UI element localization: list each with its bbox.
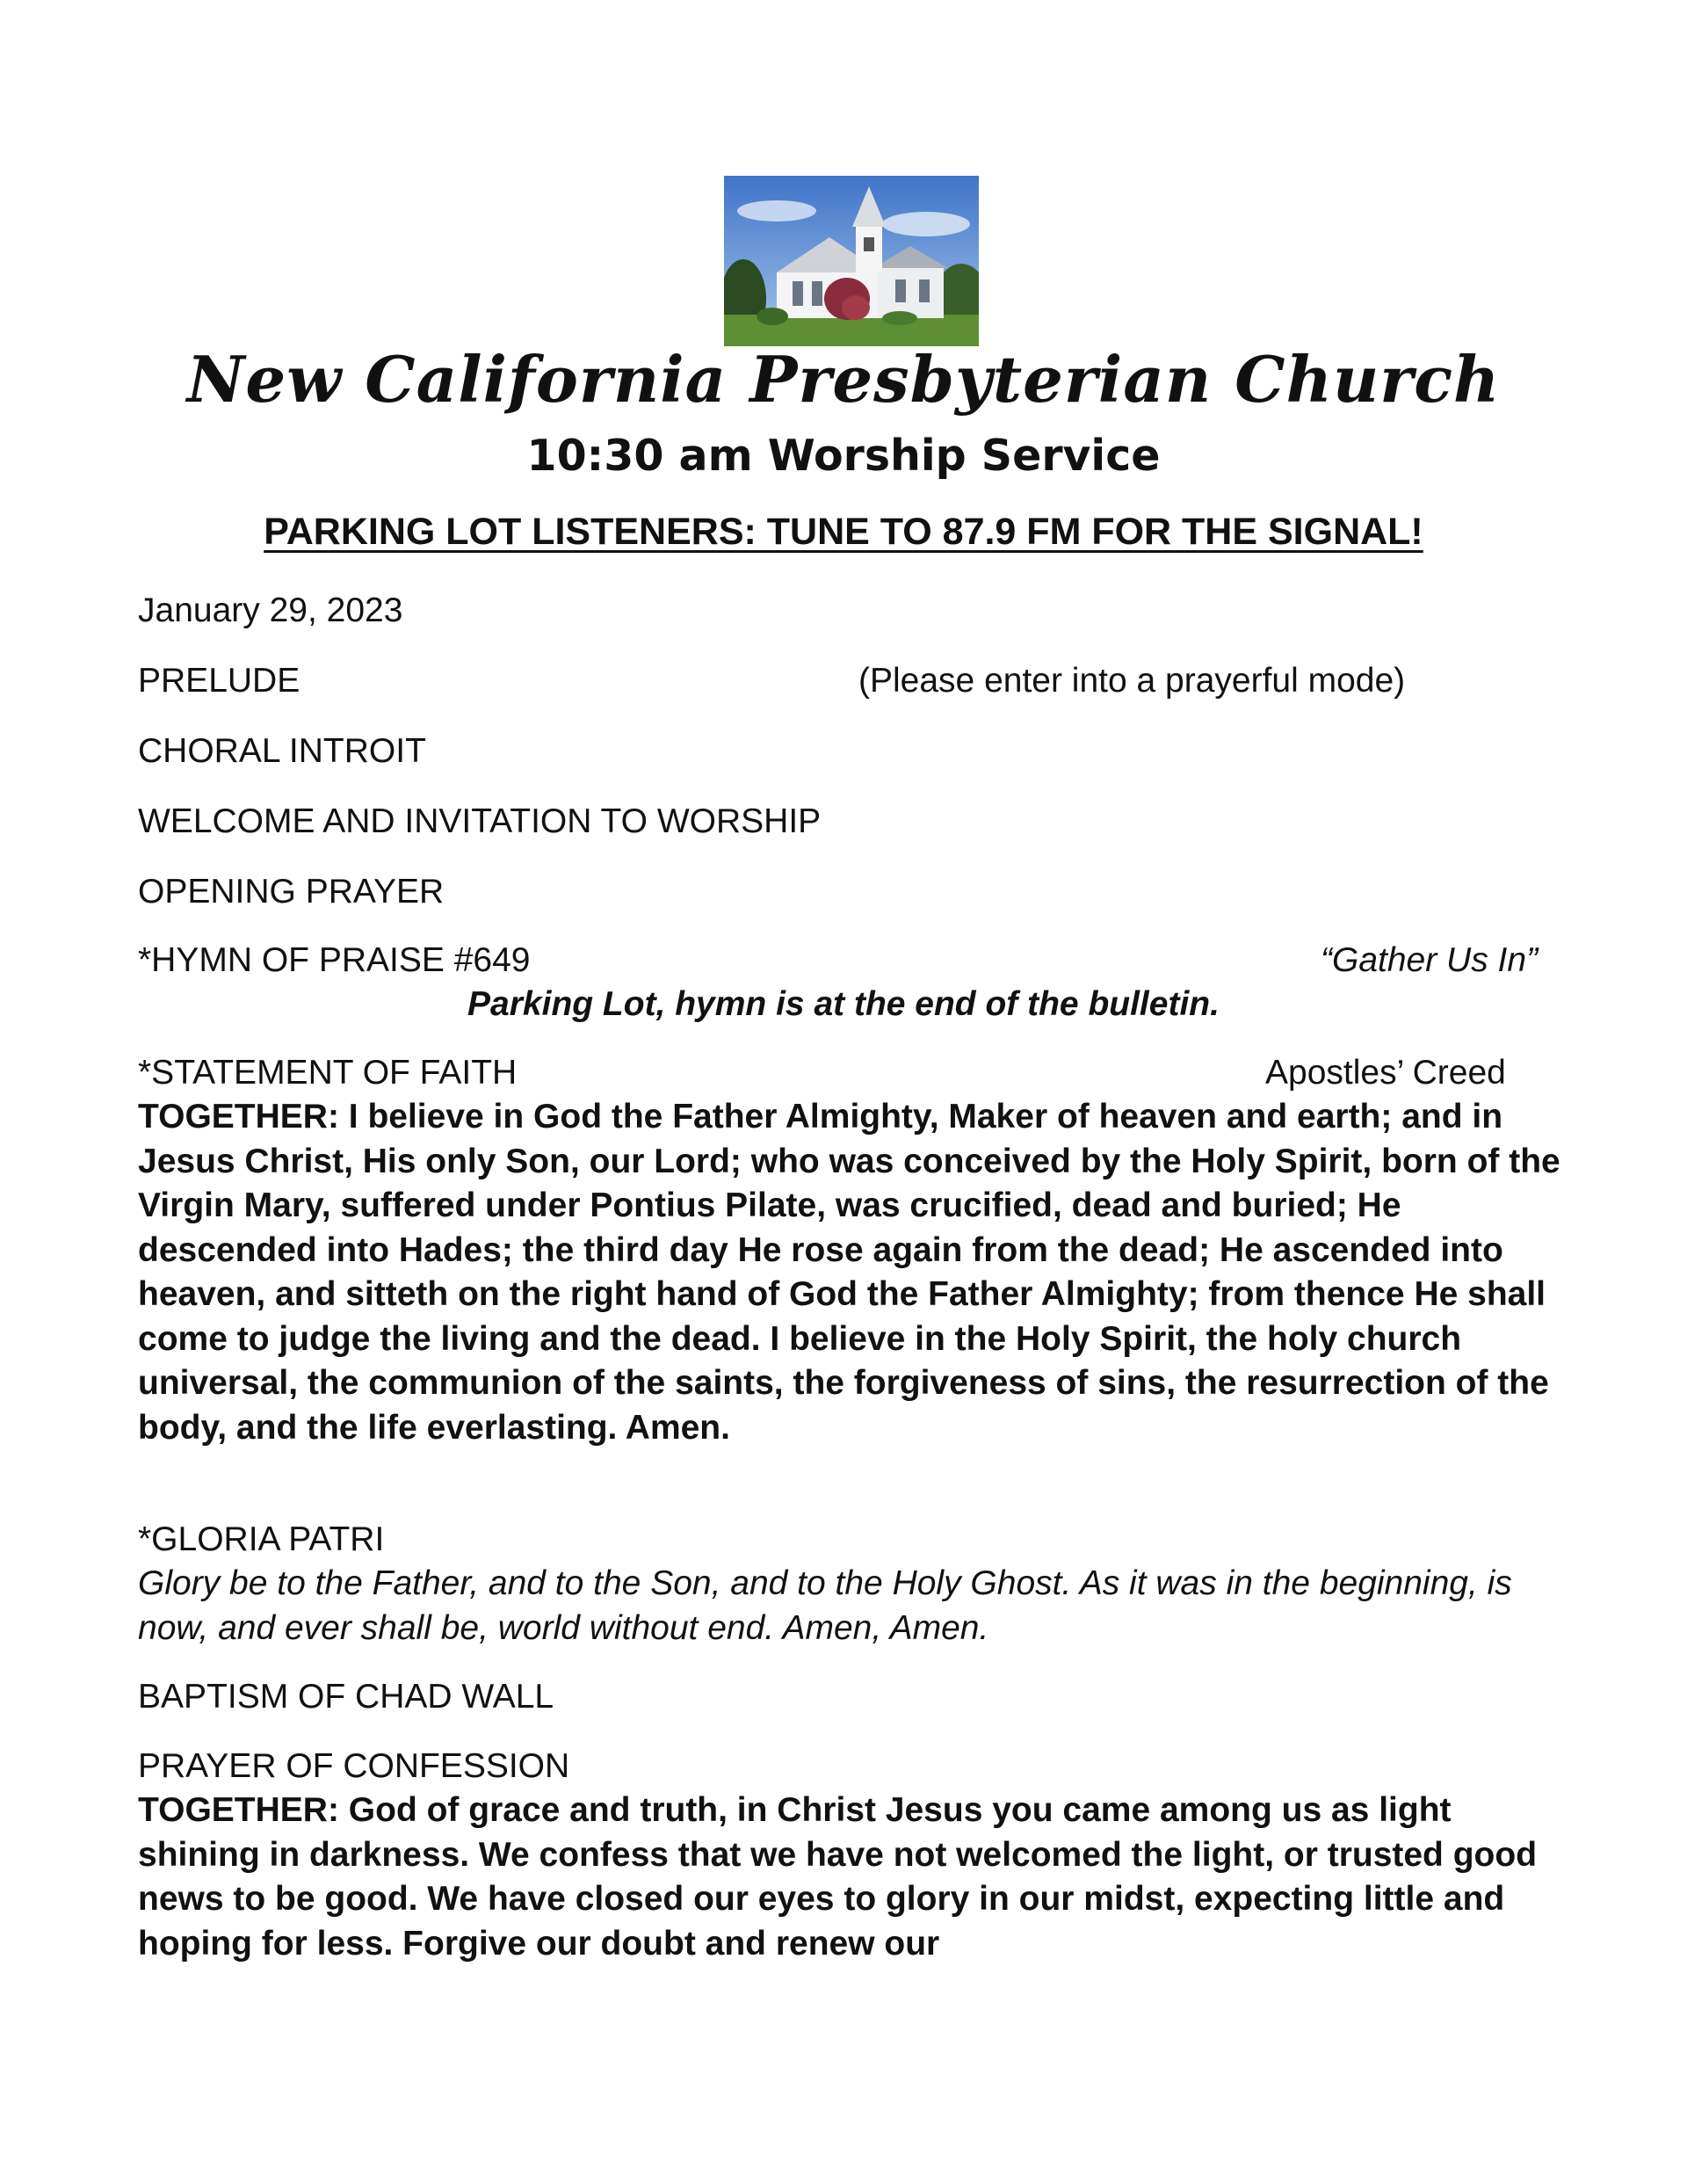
prayer-of-confession-label: PRAYER OF CONFESSION (138, 1747, 570, 1785)
church-building-photo-icon (724, 176, 979, 346)
hymn-note: Parking Lot, hymn is at the end of the bulletin. (467, 985, 1220, 1023)
prelude-note: (Please enter into a prayerful mode) (858, 662, 1406, 700)
apostles-creed-text: TOGETHER: I believe in God the Father Almighty, Maker of heaven and earth; and in Jesus Christ, His only Son, our Lord; who was conceived by the Holy Spirit, born of the Virgin Mary, suffered under Pontius Pilate, was crucified, dead and buried; He descended into Hades; the third day He rose again from the dead; He ascended into heaven, and sitteth on the right hand of God the Father Almighty; from thence He shall come to judge the living and the dead. I believe in the Holy Spirit, the holy church universal, the communion of the saints, the forgiveness of sins, the resurrection of the body, and the life everlasting. Amen. (138, 1098, 1560, 1447)
gloria-patri-label: *GLORIA PATRI (138, 1520, 385, 1558)
church-photo (724, 176, 979, 346)
church-name-title: New California Presbyterian Church (186, 342, 1501, 417)
welcome-label: WELCOME AND INVITATION TO WORSHIP (138, 802, 822, 840)
prayer-of-confession-text: TOGETHER: God of grace and truth, in Christ Jesus you came among us as light shining in darkness. We confess that we have not welcomed the light, or trusted good news to be good. We have closed our eyes to glory in our midst, expecting little and hoping for less. Forgive our doubt and renew our (138, 1791, 1538, 1963)
gloria-patri-text: Glory be to the Father, and to the Son, and to the Holy Ghost. As it was in the beginning, is now, and ever shall be, world without end. Amen, Amen. (138, 1564, 1512, 1647)
hymn-title: “Gather Us In” (1321, 941, 1539, 979)
parking-lot-banner: PARKING LOT LISTENERS: TUNE TO 87.9 FM FOR THE SIGNAL! (264, 511, 1423, 553)
statement-of-faith-label: *STATEMENT OF FAITH (138, 1054, 518, 1092)
choral-introit-label: CHORAL INTROIT (138, 732, 426, 770)
hymn-label: *HYMN OF PRAISE #649 (138, 941, 531, 979)
service-date: January 29, 2023 (138, 591, 403, 629)
baptism-label: BAPTISM OF CHAD WALL (138, 1678, 554, 1716)
service-time-subtitle: 10:30 am Worship Service (526, 431, 1161, 481)
opening-prayer-label: OPENING PRAYER (138, 873, 445, 911)
prelude-label: PRELUDE (138, 662, 300, 700)
statement-of-faith-title: Apostles’ Creed (1265, 1054, 1506, 1092)
